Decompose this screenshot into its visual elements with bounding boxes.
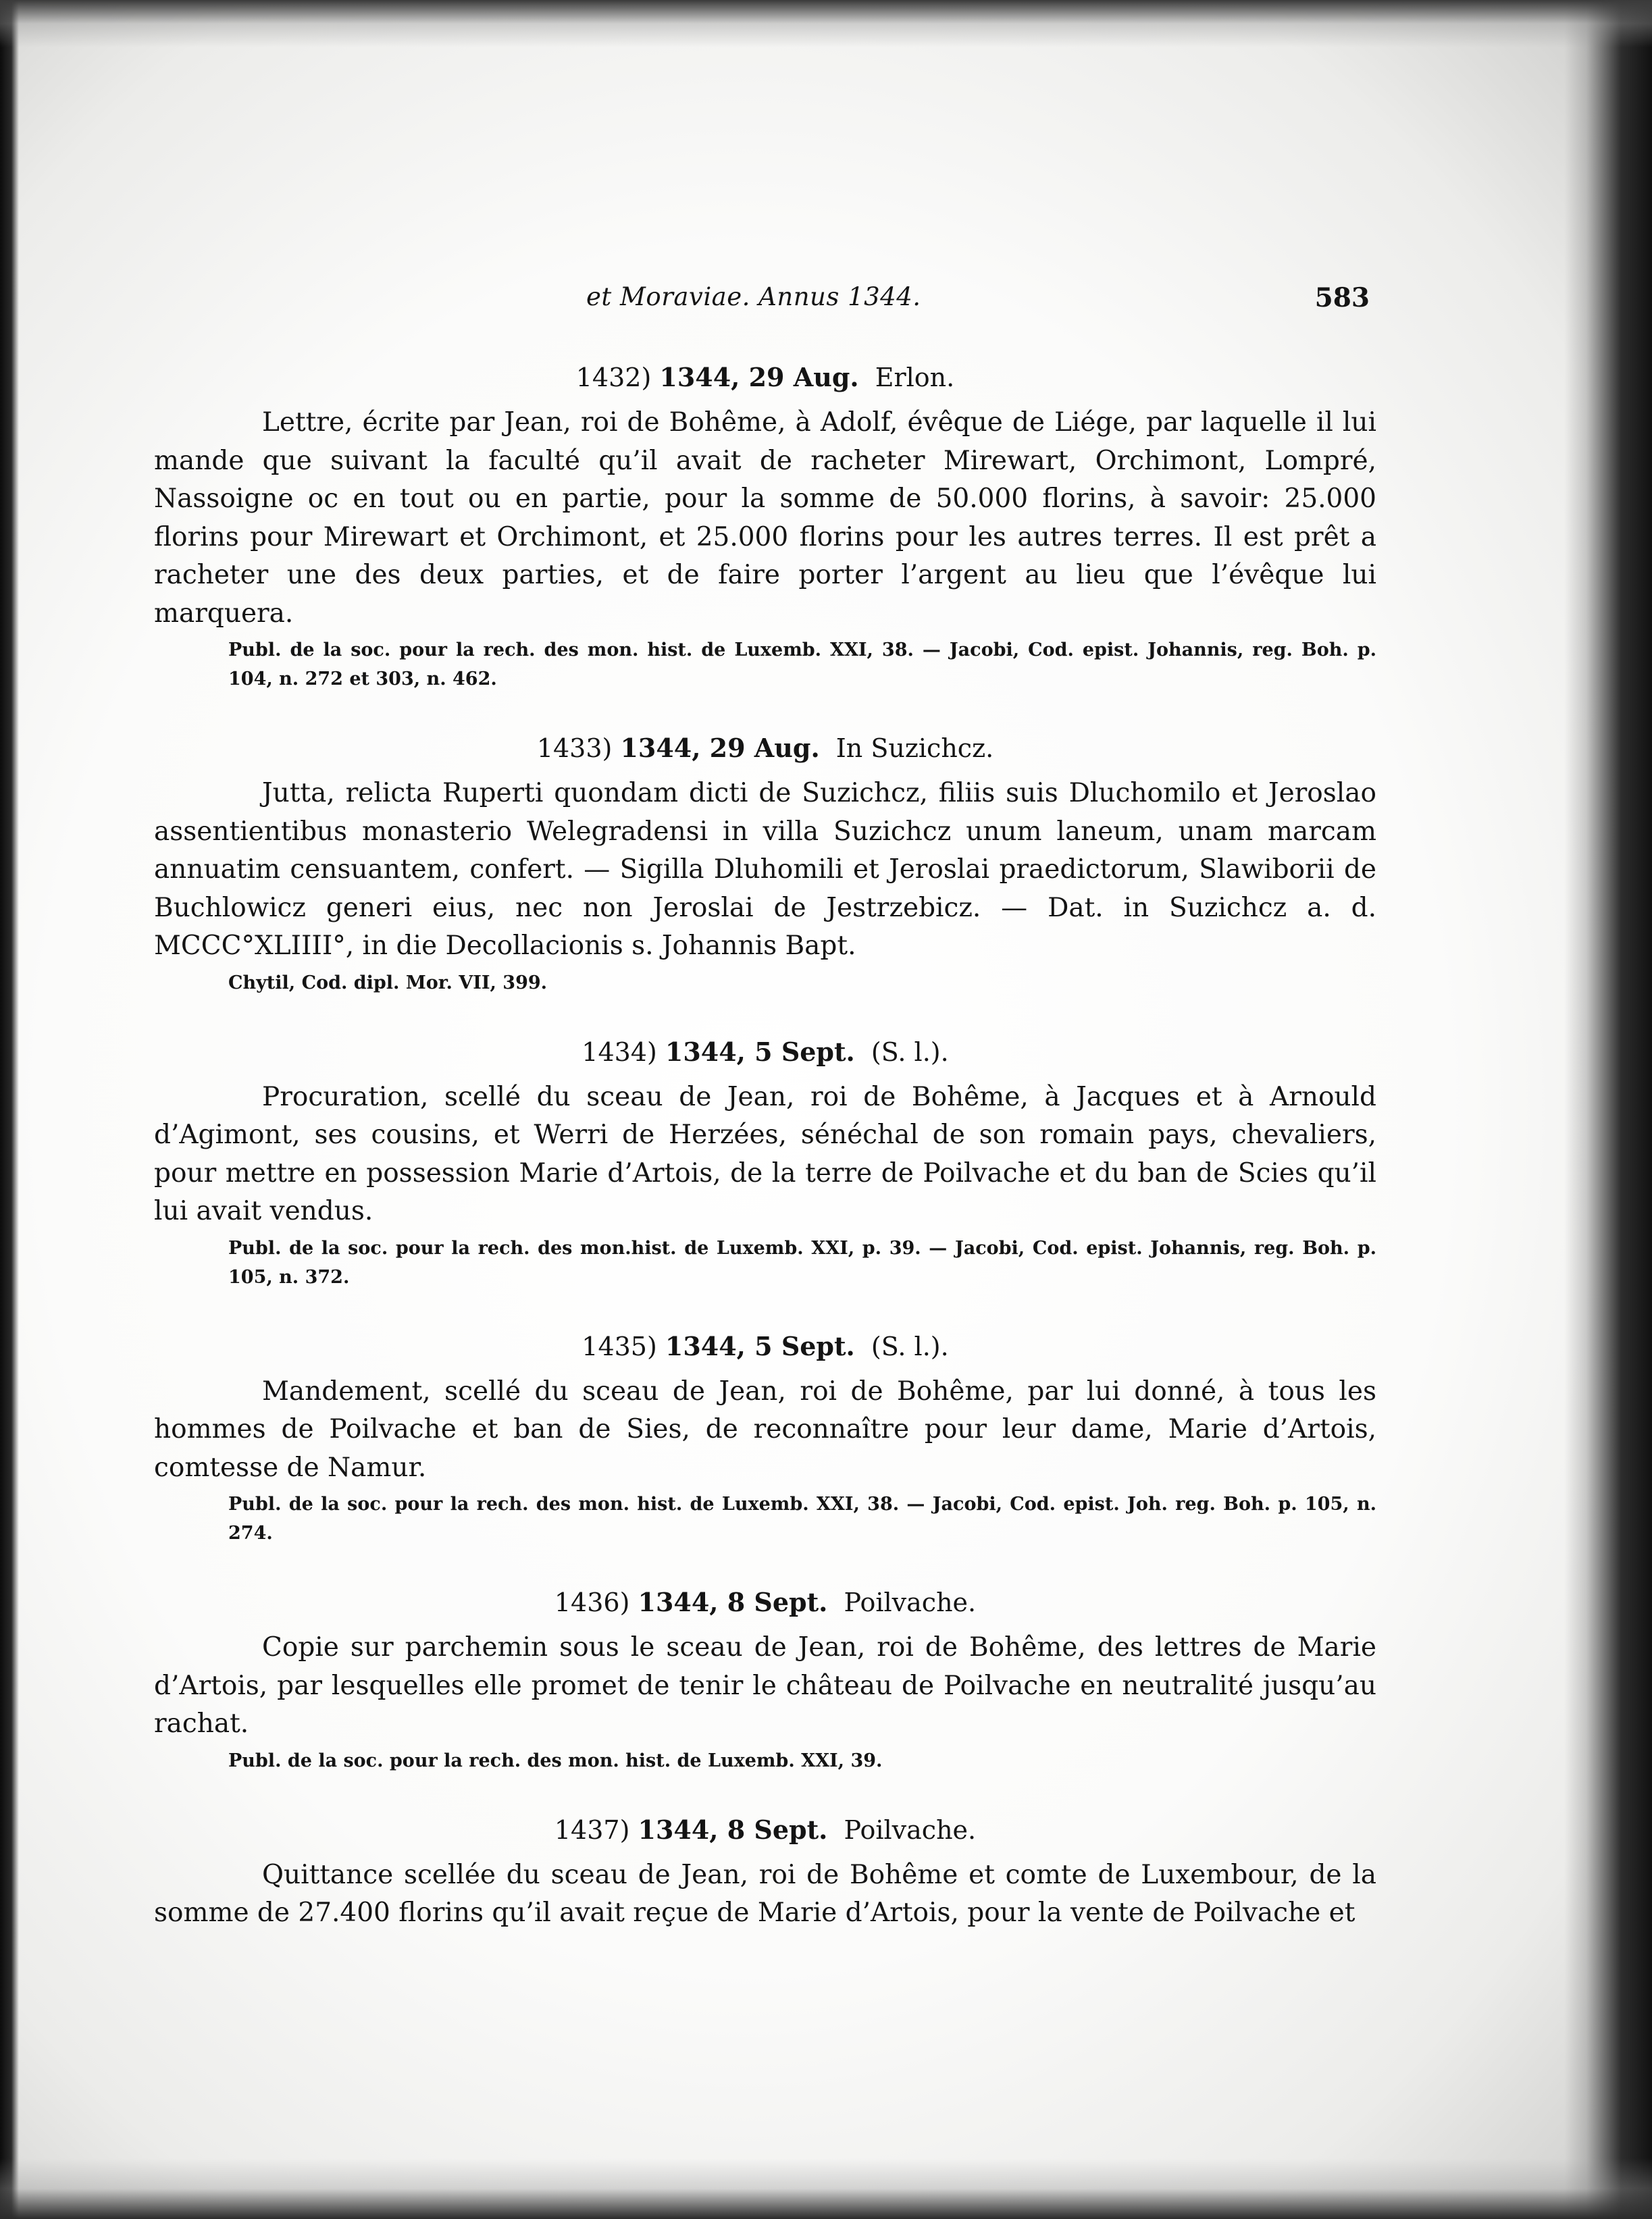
entry-date: 1344, 5 Sept. [665, 1036, 855, 1067]
entry-date: 1344, 29 Aug. [659, 362, 859, 392]
entry-place: (S. l.). [871, 1331, 949, 1361]
entry-number: 1436) [554, 1588, 630, 1617]
entry-text: Mandement, scellé du sceau de Jean, roi de Bohême, par lui donné, à tous les hommes de Poilvache et ban de Sies, de reconnaître pour leur dame, Marie d’Artois, comtesse de Namur. [154, 1376, 1376, 1483]
entry-text: Copie sur parchemin sous le sceau de Jean, roi de Bohême, des lettres de Marie d’Artois, par lesquelles elle promet de tenir le château de Poilvache en neutralité jusqu’au rachat. [154, 1632, 1376, 1739]
entry-heading [154, 1810, 1376, 1850]
entry-place: (S. l.). [871, 1037, 949, 1067]
entry-1434 [154, 1033, 1376, 1292]
entry-heading [154, 729, 1376, 768]
entry-heading [154, 1033, 1376, 1072]
entry-reference: Publ. de la soc. pour la rech. des mon. hist. de Luxemb. XXI, 38. — Jacobi, Cod. epist. Johannis, reg. Boh. p. 104, n. 272 et 303, n. 462. [228, 639, 1376, 689]
entry-heading [154, 1583, 1376, 1622]
entry-1435 [154, 1327, 1376, 1548]
entry-place: Erlon. [875, 363, 955, 392]
scan-edge-bottom [0, 2158, 1652, 2219]
entry-place: Poilvache. [844, 1588, 977, 1617]
entry-reference: Publ. de la soc. pour la rech. des mon.hist. de Luxemb. XXI, p. 39. — Jacobi, Cod. epist. Johannis, reg. Boh. p. 105, n. 372. [228, 1237, 1376, 1288]
entry-heading [154, 358, 1376, 397]
entry-1436 [154, 1583, 1376, 1775]
page-header [154, 282, 1370, 323]
entry-date: 1344, 5 Sept. [665, 1330, 855, 1361]
scan-edge-right [1564, 0, 1652, 2219]
scan-edge-left [0, 0, 19, 2219]
entry-reference: Publ. de la soc. pour la rech. des mon. hist. de Luxemb. XXI, 38. — Jacobi, Cod. epist. Joh. reg. Boh. p. 105, n. 274. [228, 1494, 1376, 1544]
entry-number: 1434) [582, 1037, 657, 1067]
entry-1437 [154, 1810, 1376, 1933]
entry-text: Quittance scellée du sceau de Jean, roi de Bohême et comte de Luxembour, de la somme de 27.400 florins qu’il avait reçue de Marie d’Artois, pour la vente de Poilvache et [154, 1859, 1376, 1928]
entry-number: 1435) [582, 1331, 657, 1361]
entry-reference: Publ. de la soc. pour la rech. des mon. hist. de Luxemb. XXI, 39. [228, 1750, 883, 1771]
page-content [154, 358, 1376, 1968]
scan-edge-top [0, 0, 1652, 47]
entry-date: 1344, 8 Sept. [638, 1814, 828, 1845]
running-head: et Moraviae. Annus 1344. [586, 282, 921, 311]
page-number: 583 [1314, 282, 1370, 313]
entry-number: 1432) [575, 363, 652, 392]
entry-1433 [154, 729, 1376, 997]
entry-place: In Suzichcz. [835, 733, 994, 763]
entry-heading [154, 1327, 1376, 1366]
entry-place: Poilvache. [844, 1815, 977, 1845]
entry-date: 1344, 29 Aug. [620, 733, 820, 763]
entry-text: Jutta, relicta Ruperti quondam dicti de Suzichcz, filiis suis Dluchomilo et Jeroslao assentientibus monasterio Welegradensi in villa Suzichcz unum laneum, unam marcam annuatim censuantem, confert. — Sigilla Dluhomili et Jeroslai praedictorum, Slawiborii de Buchlowicz generi eius, nec non Jeroslai de Jestrzebicz. — Dat. in Suzichcz a. d. MCCC°XLIIII°, in die Decollacionis s. Johannis Bapt. [154, 778, 1376, 961]
entry-number: 1433) [536, 733, 613, 763]
entry-number: 1437) [554, 1815, 630, 1845]
entry-text: Lettre, écrite par Jean, roi de Bohême, à Adolf, évêque de Liége, par laquelle il lui mande que suivant la faculté qu’il avait de racheter Mirewart, Orchimont, Lompré, Nassoigne oc en tout ou en partie, pour la somme de 50.000 florins, à savoir: 25.000 florins pour Mirewart et Orchimont, et 25.000 florins pour les autres terres. Il est prêt a racheter une des deux parties, et de faire porter l’argent au lieu que l’évêque lui marquera. [154, 407, 1376, 629]
entry-1432 [154, 358, 1376, 694]
entry-date: 1344, 8 Sept. [638, 1587, 828, 1617]
entry-text: Procuration, scellé du sceau de Jean, roi de Bohême, à Jacques et à Arnould d’Agimont, ses cousins, et Werri de Herzées, sénéchal de son romain pays, chevaliers, pour mettre en possession Marie d’Artois, de la terre de Poilvache et du ban de Scies qu’il lui avait vendus. [154, 1081, 1376, 1226]
entry-reference: Chytil, Cod. dipl. Mor. VII, 399. [228, 972, 548, 993]
